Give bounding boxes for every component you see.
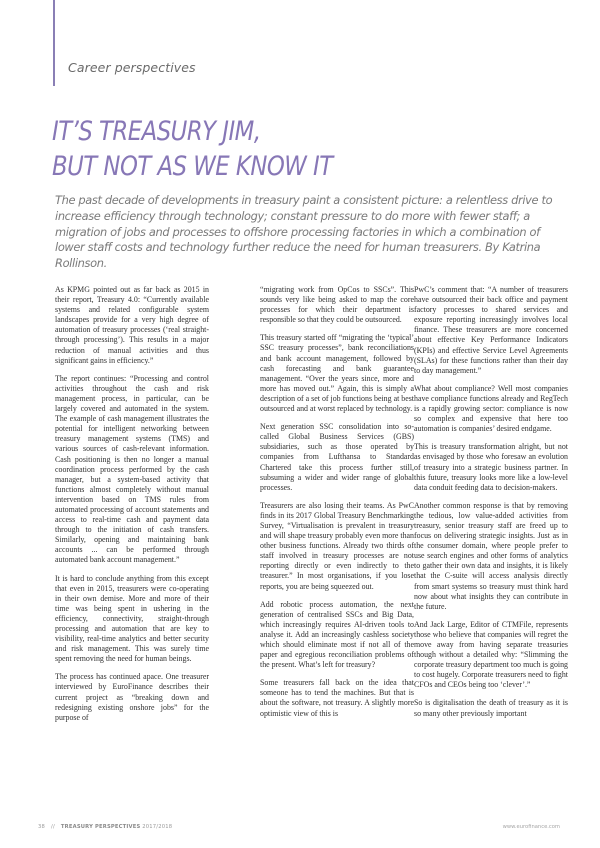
page-number: 38 — [38, 824, 46, 830]
standfirst: The past decade of developments in treasury paint a consistent picture: a relentless drive to increase efficiency through technology; constant pressure to do more with fewer staff; a migration of jobs and processes to offshore processing factories in which a combination of lower staff costs and technology further reduce the need for human treasurers. By Katrina Rollinson. — [55, 193, 553, 271]
body-column-2 — [260, 285, 414, 727]
body-column-3 — [414, 285, 568, 727]
paragraph: And Jack Large, Editor of CTMFile, represents those who believe that companies will regret the move away from having separate treasuries though without a detailed why: “Slimming the corporate treasury department too much is going to cost hugely. Corporate treasurers need to fight CFOs and CEOs being too ‘clever’.” — [414, 619, 568, 690]
paragraph: Add robotic process automation, the next generation of centralised SSCs and Big Data, which increasingly requires AI-driven tools to analyse it. Add an increasingly cashless society which should eliminate most if not all of the paper and egregious reconciliation problems of the present. What’s left for treasury? — [260, 599, 414, 670]
article-title — [52, 114, 333, 184]
page-footer — [38, 824, 172, 830]
paragraph: Another common response is that by removing the tedious, low value-added activities from treasury, senior treasury staff are freed up to focus on delivering strategic insights. Just as in the consumer domain, where people prefer to use search engines and other forms of analytics to gather their own data and insights, it is likely that the C-suite will access analysis directly from smart systems so treasury must think hard now about what insights they can contribute in the future. — [414, 500, 568, 611]
paragraph: PwC’s comment that: “A number of treasurers have outsourced their back office and payment factory processes to shared services and exposure reporting increasingly involves local finance. These treasurers are more concerned about effective Key Performance Indicators (KPIs) and effective Service Level Agreements (SLAs) for these functions rather than their day to day management.” — [414, 285, 568, 375]
paragraph: What about compliance? Well most companies have compliance functions already and RegTech is a rapidly growing sector: compliance is now so complex and expensive that here too automation is companies’ desired endgame. — [414, 383, 568, 434]
website-link[interactable]: www.eurofinance.com — [502, 824, 560, 830]
paragraph: So is digitalisation the death of treasury as it is so many other previously important — [414, 698, 568, 718]
paragraph: Some treasurers fall back on the idea that someone has to tend the machines. But that is about the software, not treasury. A slightly more optimistic view of this is — [260, 678, 414, 718]
paragraph: The report continues: “Processing and control activities throughout the cash and risk management process, in particular, can be largely covered and automated in the system. The example of cash management illustrates the potential for intelligent networking between treasury management systems (TMS) and various sources of cash-relevant information. Cash positioning is then no longer a manual coordination process performed by the cash manager, but a system-based activity that functions almost completely without manual intervention based on TMS rules from automated processing of account statements and access to real-time cash and payment data through to the initiation of cash transfers. Similarly, opening and maintaining bank accounts ... can be performed through automated bank account management.” — [55, 373, 209, 565]
edition: 2017/2018 — [142, 824, 173, 830]
paragraph: It is hard to conclude anything from this except that even in 2015, treasurers were co-operating in their own demise. More and more of their time was being spent in ushering in the efficiency, connectivity, straight-through processing and automation that are key to visibility, real-time analytics and better security and risk management. This was surely time spent removing the need for human beings. — [55, 573, 209, 664]
paragraph: As KPMG pointed out as far back as 2015 in their report, Treasury 4.0: “Currently available systems and related configurable system landscapes provide for a very high degree of automation of treasury processes (‘real straight-through processing’). This results in a major reduction of manual activities and thus significant gains in efficiency.” — [55, 285, 209, 365]
paragraph: The process has continued apace. One treasurer interviewed by EuroFinance describes their current project as “breaking down and redesigning existing onshore jobs” for the purpose of — [55, 672, 209, 722]
body-column-1 — [55, 285, 209, 731]
paragraph: This treasury started off “migrating the ‘typical’ SSC treasury processes”, bank reconciliations and bank account management, followed by cash forecasting and bank guarantee management. “Over the years since, more and more has moved out.” Again, this is simply a description of a set of job functions being at best outsourced and at worst replaced by technology. — [260, 333, 414, 414]
publication-name: TREASURY PERSPECTIVES — [60, 824, 141, 830]
section-rule — [53, 0, 55, 86]
paragraph: This is treasury transformation alright, but not as envisaged by those who foresaw an evolution of treasury into a strategic business partner. In this future, treasury looks more like a low-level data conduit feeding data to decision-makers. — [414, 442, 568, 492]
paragraph: Treasurers are also losing their teams. As PwC finds in its 2017 Global Treasury Benchmarking Survey, “Virtualisation is prevalent in treasury and will shape treasury probably even more than other business functions. Already two thirds of staff involved in treasury processes are not reporting directly or even indirectly to the treasurer.” In most organisations, if you lose reports, you are being squeezed out. — [260, 500, 414, 591]
section-label: Career perspectives — [68, 60, 196, 75]
paragraph: Next generation SSC consolidation into so-called Global Business Services (GBS) subsidiaries, such as those operated by companies from Lufthansa to Standard Chartered take this process further still, subsuming a wider and wider range of global processes. — [260, 422, 414, 492]
footer-separator: // — [51, 824, 55, 830]
paragraph: “migrating work from OpCos to SSCs”. This sounds very like being asked to map the core processes for which their department is responsible so that they could be outsourced. — [260, 285, 414, 325]
article-title-line-2: BUT NOT AS WE KNOW IT — [52, 151, 333, 182]
article-title-line-1: IT’S TREASURY JIM, — [52, 116, 261, 147]
